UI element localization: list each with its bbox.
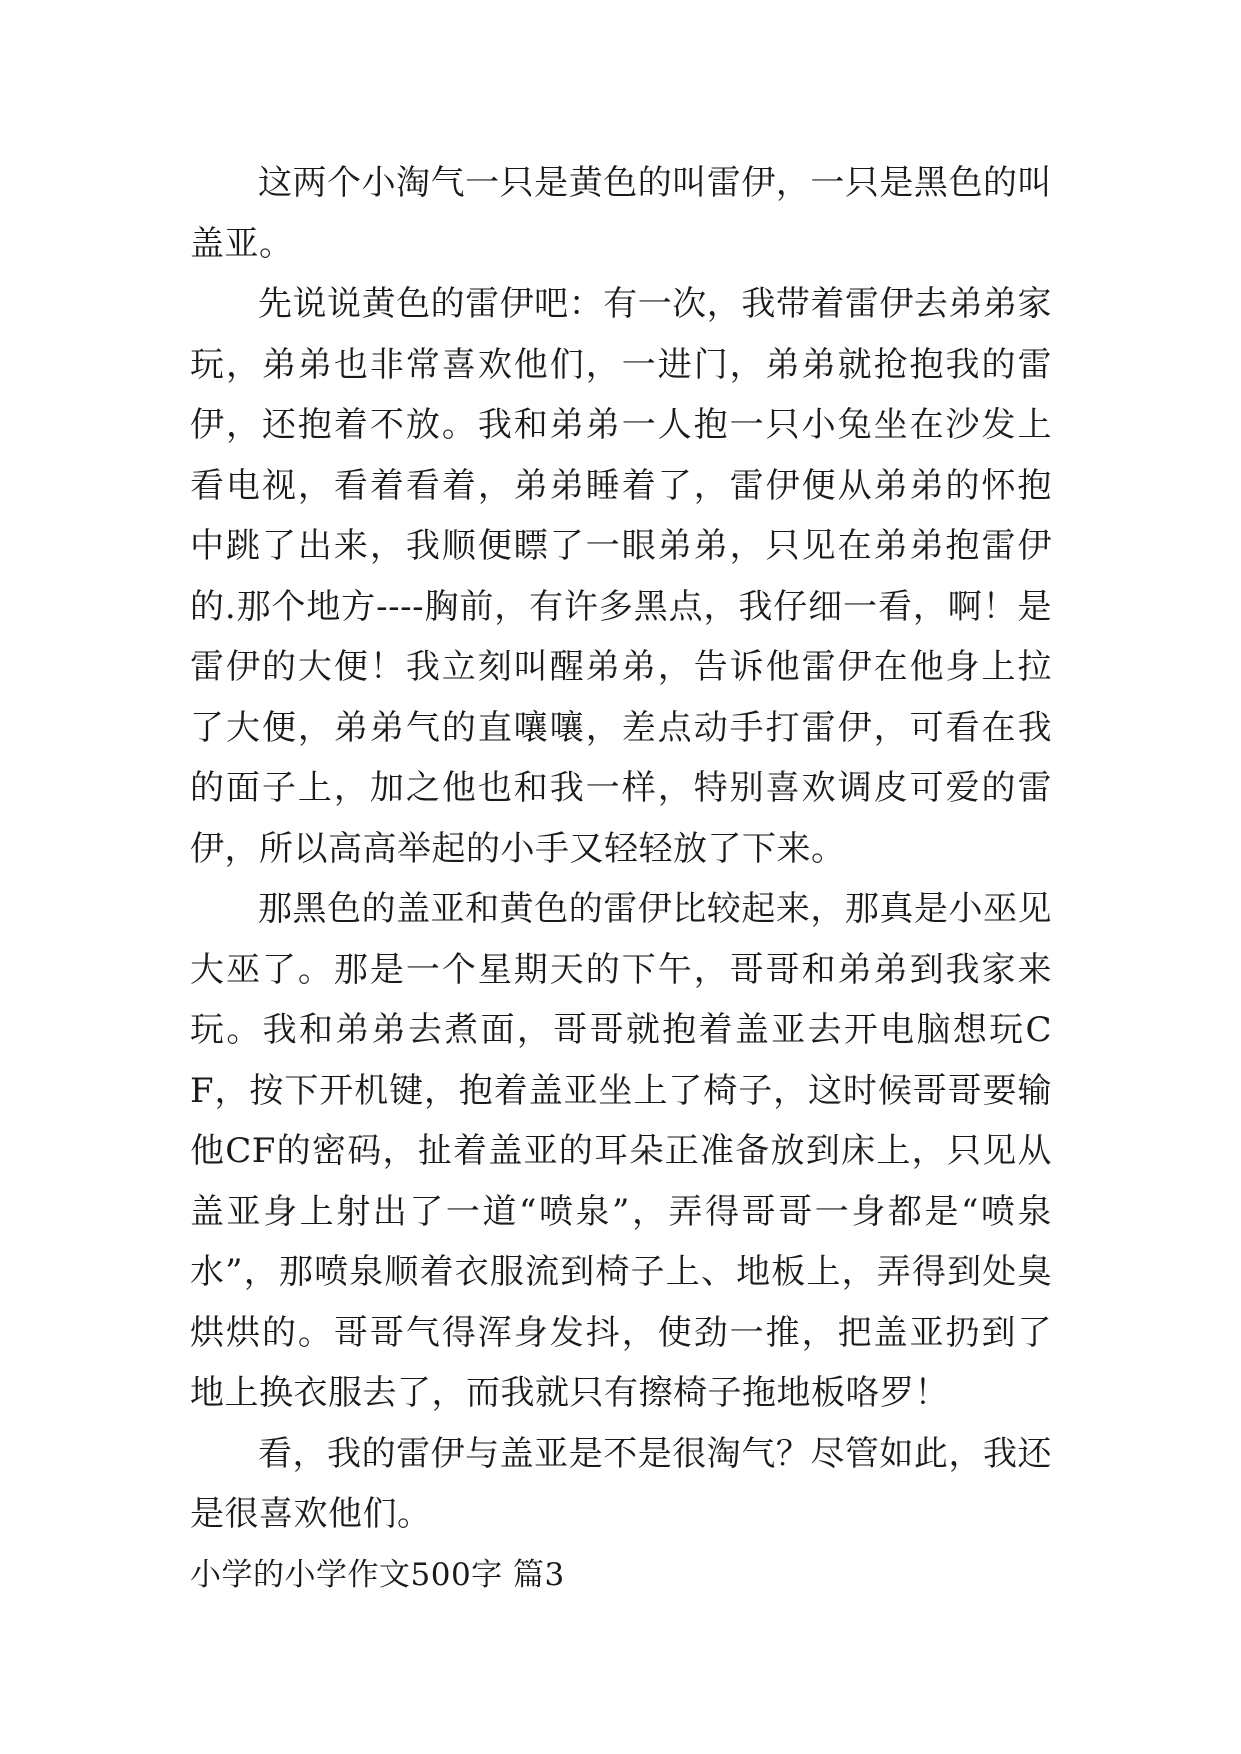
- document-body: [190, 153, 1052, 1605]
- paragraph-1: 这两个小淘气一只是黄色的叫雷伊，一只是黑色的叫盖亚。: [190, 163, 1052, 264]
- paragraph-4: 看，我的雷伊与盖亚是不是很淘气？尽管如此，我还是很喜欢他们。: [190, 1433, 1052, 1534]
- paragraph-2: 先说说黄色的雷伊吧：有一次，我带着雷伊去弟弟家玩，弟弟也非常喜欢他们，一进门，弟弟就抢抱我的雷伊，还抱着不放。我和弟弟一人抱一只小兔坐在沙发上看电视，看着看着，弟弟睡着了，雷伊便从弟弟的怀抱中跳了出来，我顺便瞟了一眼弟弟，只见在弟弟抱雷伊的.那个地方----胸前，有许多黑点，我仔细一看，啊！是雷伊的大便！我立刻叫醒弟弟，告诉他雷伊在他身上拉了大便，弟弟气的直嚷嚷，差点动手打雷伊，可看在我的面子上，加之他也和我一样，特别喜欢调皮可爱的雷伊，所以高高举起的小手又轻轻放了下来。: [190, 284, 1052, 869]
- section-heading: 小学的小学作文500字 篇3: [190, 1556, 565, 1593]
- paragraph-3: 那黑色的盖亚和黄色的雷伊比较起来，那真是小巫见大巫了。那是一个星期天的下午，哥哥和弟弟到我家来玩。我和弟弟去煮面，哥哥就抱着盖亚去开电脑想玩CF，按下开机键，抱着盖亚坐上了椅子，这时候哥哥要输他CF的密码，扯着盖亚的耳朵正准备放到床上，只见从盖亚身上射出了一道“喷泉”，弄得哥哥一身都是“喷泉水”，那喷泉顺着衣服流到椅子上、地板上，弄得到处臭烘烘的。哥哥气得浑身发抖，使劲一推，把盖亚扔到了地上换衣服去了，而我就只有擦椅子拖地板咯罗！: [190, 889, 1052, 1413]
